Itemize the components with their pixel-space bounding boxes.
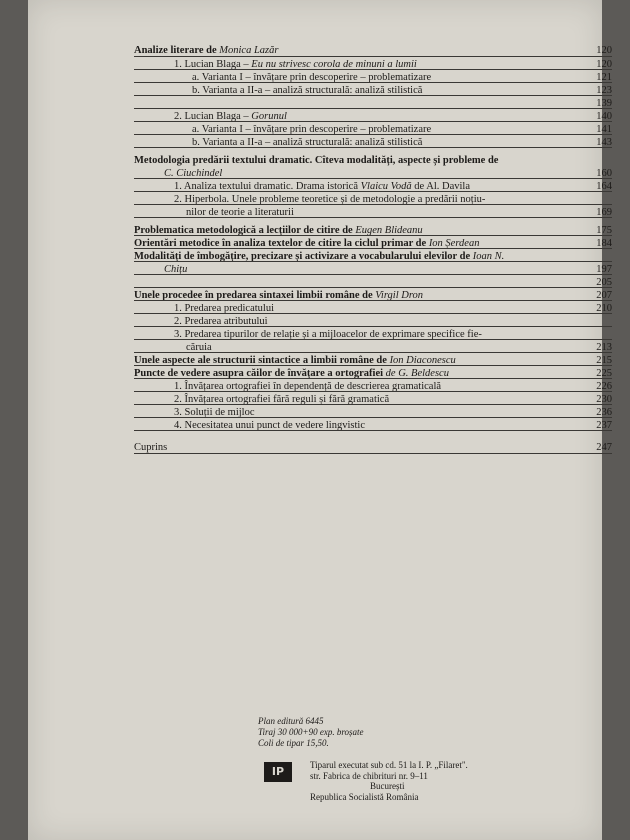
toc-entry-text: 3. Predarea tipurilor de relație și a mijloacelor de exprimare specifice fie- [174, 329, 482, 340]
toc-entry-text: Problematica metodologică a lecțiilor de citire de [134, 225, 356, 236]
toc-rule [134, 326, 612, 327]
toc-rule [134, 339, 612, 340]
toc-rule [134, 391, 612, 392]
toc-rule [134, 134, 612, 135]
toc-page-number: 140 [596, 111, 612, 122]
toc-entry-text: 2. Învățarea ortografiei fără reguli și fără gramatică [174, 394, 390, 405]
toc-page-number: 197 [596, 264, 612, 275]
toc-page-number: 120 [596, 45, 612, 56]
toc-page-number: 225 [596, 368, 612, 379]
toc-page-number: 141 [596, 124, 612, 135]
toc-entry-text: 4. Necesitatea unui punct de vedere lingvistic [174, 420, 365, 431]
toc-entry-text: Orientări metodice în analiza textelor de citire la ciclul primar de [134, 238, 429, 249]
toc-entry-title [134, 154, 498, 167]
toc-entry-author: Vlaicu Vodă [360, 181, 412, 192]
colophon-sheets: Coli de tipar 15,50. [258, 738, 329, 748]
toc-entry-text: 1. Lucian Blaga – [174, 59, 252, 70]
toc-page-number: 139 [596, 98, 612, 109]
toc-entry-text: a. Varianta I – învățare prin descoperire – problematizare [192, 72, 432, 83]
toc-rule [134, 147, 612, 148]
toc-entry-author: de G. Beldescu [385, 368, 449, 379]
toc-page-number: 160 [596, 168, 612, 179]
toc-rule [134, 69, 612, 70]
toc-entry-author: Eugen Blideanu [355, 225, 423, 236]
book-page [28, 0, 612, 840]
toc-entry-text: a. Varianta I – învățare prin descoperire – problematizare [192, 124, 432, 135]
toc-rule [134, 108, 612, 109]
toc-entry-author: Gorunul [251, 111, 287, 122]
toc-page-number: 247 [596, 442, 612, 453]
toc-entry-text: 2. Lucian Blaga – [174, 111, 252, 122]
toc-rule [134, 204, 612, 205]
toc-page-number: 205 [596, 277, 612, 288]
toc-entry-text: Analize literare de [134, 45, 220, 56]
toc-page-number: 226 [596, 381, 612, 392]
toc-rule [134, 287, 612, 288]
toc-rule [134, 82, 612, 83]
toc-page-number: 120 [596, 59, 612, 70]
colophon-print-run: Tiraj 30 000+90 exp. broșate [258, 727, 364, 737]
toc-page-number: 184 [596, 238, 612, 249]
toc-page-number: 213 [596, 342, 612, 353]
toc-entry-author: Chițu [164, 264, 188, 275]
toc-rule [134, 313, 612, 314]
toc-entry-text: nilor de teorie a literaturii [186, 207, 294, 218]
toc-rule [134, 191, 612, 192]
toc-entry-text: Unele aspecte ale structurii sintactice a limbii române de [134, 355, 390, 366]
toc-rule [134, 365, 612, 366]
toc-page-number: 175 [596, 225, 612, 236]
toc-page-number: 143 [596, 137, 612, 148]
printer-logo-icon: IP [264, 762, 292, 782]
toc-rule [134, 56, 612, 57]
toc-entry-text: Unele procedee în predarea sintaxei limbii române de [134, 290, 376, 301]
toc-page-number: 123 [596, 85, 612, 96]
toc-entry-author: Ion Șerdean [428, 238, 480, 249]
toc-rule [134, 95, 612, 96]
printer-info [310, 760, 468, 802]
toc-rule [134, 121, 612, 122]
toc-entry-text: b. Varianta a II-a – analiză structurală: analiză stilistică [192, 85, 423, 96]
toc-entry-author: Monica Lazăr [219, 45, 279, 56]
toc-entry-author: Eu nu strivesc corola de minuni a lumii [251, 59, 417, 70]
toc-page-number: 164 [596, 181, 612, 192]
toc-entry-author: Ioan N. [472, 251, 505, 262]
toc-entry-text: 2. Hiperbola. Unele probleme teoretice și de metodologie a predării noțiu- [174, 194, 486, 205]
toc-page-number: 215 [596, 355, 612, 366]
toc-page-number: 207 [596, 290, 612, 301]
toc-entry-text: 2. Predarea atributului [174, 316, 268, 327]
printer-line-1: Tiparul executat sub cd. 51 la I. P. „Filaret". [310, 760, 468, 770]
toc-entry-text: Metodologia predării textului dramatic. Cîteva modalități, aspecte și probleme de [134, 155, 499, 166]
toc-page-number: 236 [596, 407, 612, 418]
toc-page-number: 121 [596, 72, 612, 83]
toc-entry-text: 1. Învățarea ortografiei în dependență de descrierea gramaticală [174, 381, 442, 392]
toc-entry-text: b. Varianta a II-a – analiză structurală: analiză stilistică [192, 137, 423, 148]
toc-page-number: 169 [596, 207, 612, 218]
toc-entry-text: Modalități de îmbogățire, precizare și activizare a vocabularului elevilor de [134, 251, 473, 262]
toc-entry-author: Virgil Dron [375, 290, 424, 301]
toc-rule [134, 261, 612, 262]
toc-entry-author: C. Ciuchindel [164, 168, 223, 179]
toc-rule [134, 352, 612, 353]
toc-rule [134, 248, 612, 249]
toc-entry-text: 1. Predarea predicatului [174, 303, 274, 314]
toc-rule [134, 378, 612, 379]
toc-entry-text: 1. Analiza textului dramatic. Drama istorică [174, 181, 361, 192]
colophon [258, 716, 364, 749]
toc-rule [134, 217, 612, 218]
toc-rule [134, 430, 612, 431]
toc-page-number: 230 [596, 394, 612, 405]
toc-entry-tail: de Al. Davila [411, 181, 470, 192]
toc-entry-text: Cuprins [134, 442, 168, 453]
toc-entry-author: Ion Diaconescu [389, 355, 456, 366]
toc-rule [134, 300, 612, 301]
toc-entry-text: căruia [186, 342, 212, 353]
toc-entry-text: 3. Soluții de mijloc [174, 407, 255, 418]
toc-rule [134, 453, 612, 454]
printer-line-2: str. Fabrica de chibrituri nr. 9–11 [310, 770, 428, 781]
toc-page-number: 237 [596, 420, 612, 431]
printer-line-3: București [370, 781, 405, 791]
toc-page-number: 210 [596, 303, 612, 314]
toc-rule [134, 417, 612, 418]
colophon-plan: Plan editură 6445 [258, 716, 324, 726]
toc-rule [134, 178, 612, 179]
toc-rule [134, 235, 612, 236]
toc-rule [134, 274, 612, 275]
toc-entry-text: Puncte de vedere asupra căilor de învățare a ortografiei [134, 368, 386, 379]
toc-rule [134, 404, 612, 405]
printer-line-4: Republica Socialistă România [310, 791, 419, 802]
